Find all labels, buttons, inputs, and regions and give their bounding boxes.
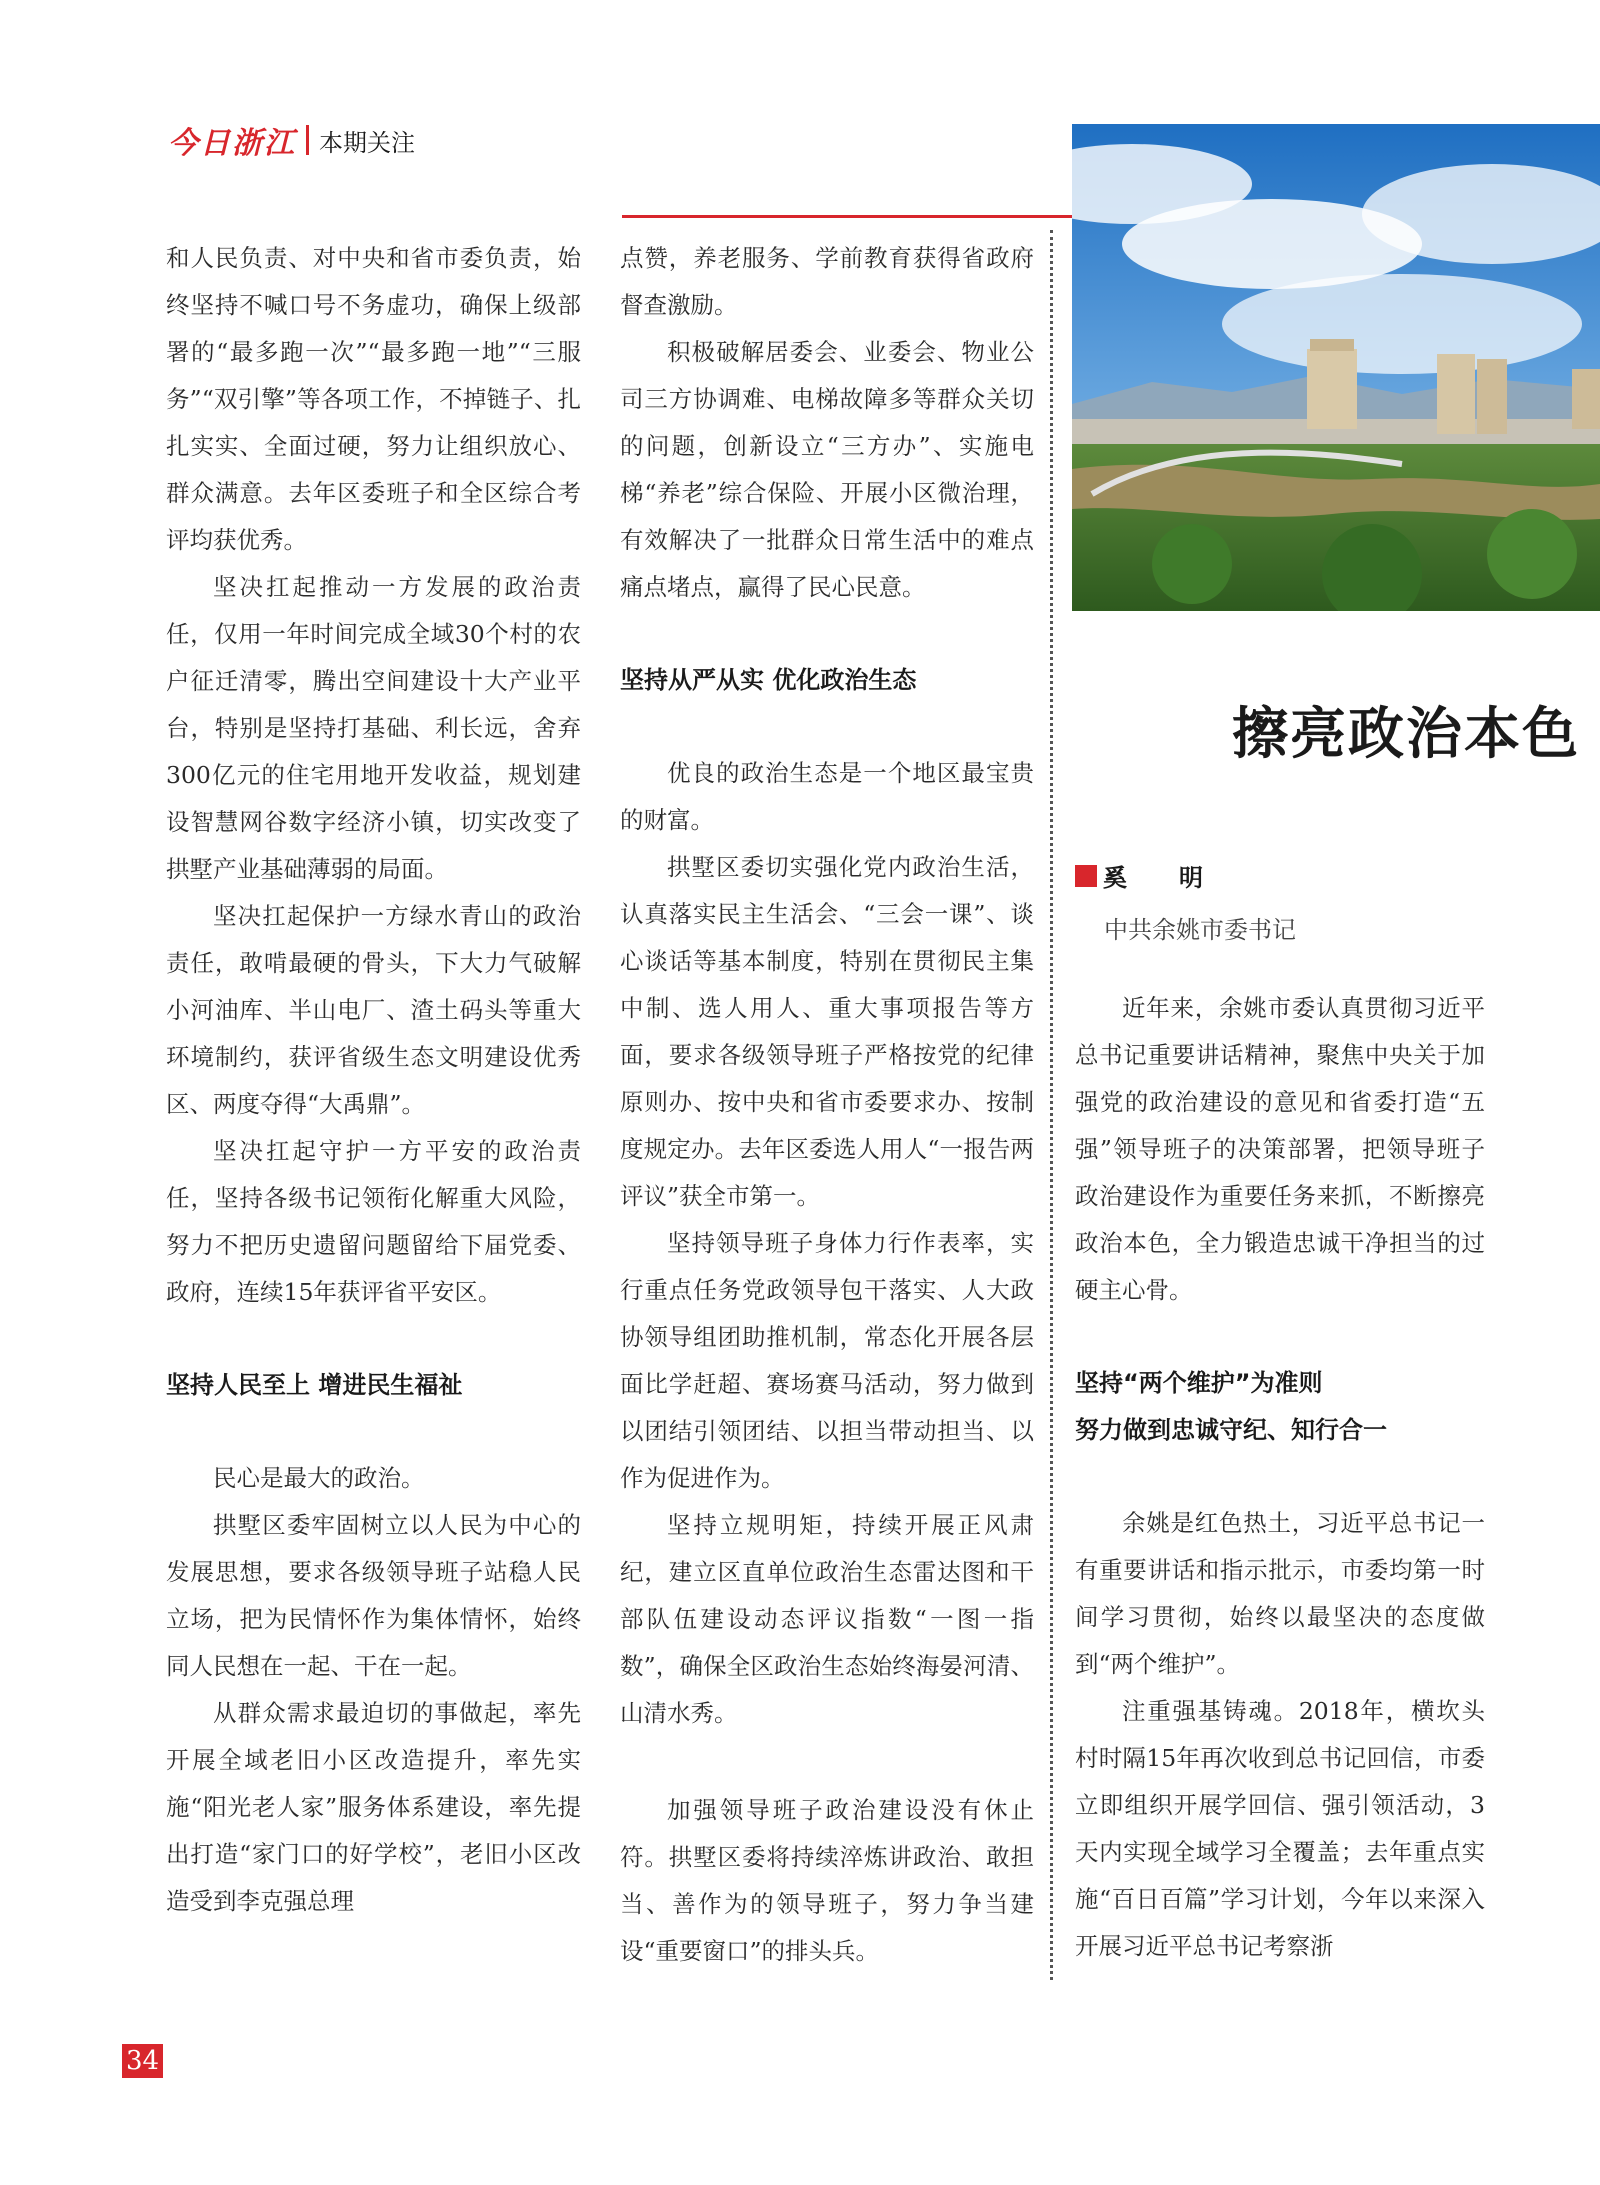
city-photo	[1072, 124, 1600, 611]
paragraph: 坚决扛起保护一方绿水青山的政治责任，敢啃最硬的骨头，下大力气破解小河油库、半山电厂、渣土码头等重大环境制约，获评省级生态文明建设优秀区、两度夺得“大禹鼎”。	[166, 902, 581, 1118]
red-rule	[622, 215, 1072, 218]
section-heading-line-1: 坚持“两个维护”为准则	[1075, 1369, 1323, 1397]
paragraph: 坚决扛起推动一方发展的政治责任，仅用一年时间完成全域30个村的农户征迁清零，腾出空间建设十大产业平台，特别是坚持打基础、利长远，舍弃300亿元的住宅用地开发收益，规划建设智慧网谷数字经济小镇，切实改变了拱墅产业基础薄弱的局面。	[166, 573, 581, 883]
text-column-3	[1075, 985, 1485, 1970]
paragraph: 优良的政治生态是一个地区最宝贵的财富。	[620, 759, 1034, 834]
text-column-1	[166, 235, 581, 1925]
paragraph: 和人民负责、对中央和省市委负责，始终坚持不喊口号不务虚功，确保上级部署的“最多跑一次”“最多跑一地”“三服务”“双引擎”等各项工作，不掉链子、扎扎实实、全面过硬，努力让组织放心、群众满意。去年区委班子和全区综合考评均获优秀。	[166, 244, 581, 554]
paragraph: 近年来，余姚市委认真贯彻习近平总书记重要讲话精神，聚焦中央关于加强党的政治建设的意见和省委打造“五强”领导班子的决策部署，把领导班子政治建设作为重要任务来抓，不断擦亮政治本色，全力锻造忠诚干净担当的过硬主心骨。	[1075, 994, 1485, 1304]
paragraph: 余姚是红色热土，习近平总书记一有重要讲话和指示批示，市委均第一时间学习贯彻，始终以最坚决的态度做到“两个维护”。	[1075, 1509, 1485, 1678]
author-line	[1075, 858, 1217, 893]
column-divider	[1050, 230, 1053, 1980]
paragraph: 加强领导班子政治建设没有休止符。拱墅区委将持续淬炼讲政治、敢担当、善作为的领导班子，努力争当建设“重要窗口”的排头兵。	[620, 1796, 1034, 1965]
paragraph: 坚持立规明矩，持续开展正风肃纪，建立区直单位政治生态雷达图和干部队伍建设动态评议指数“一图一指数”，确保全区政治生态始终海晏河清、山清水秀。	[620, 1511, 1034, 1727]
paragraph: 坚决扛起守护一方平安的政治责任，坚持各级书记领衔化解重大风险，努力不把历史遗留问题留给下届党委、政府，连续15年获评省平安区。	[166, 1137, 581, 1306]
paragraph: 点赞，养老服务、学前教育获得省政府督查激励。	[620, 244, 1034, 319]
paragraph: 拱墅区委牢固树立以人民为中心的发展思想，要求各级领导班子站稳人民立场，把为民情怀作为集体情怀，始终同人民想在一起、干在一起。	[166, 1511, 581, 1680]
paragraph: 从群众需求最迫切的事做起，率先开展全域老旧小区改造提升，率先实施“阳光老人家”服务体系建设，率先提出打造“家门口的好学校”，老旧小区改造受到李克强总理	[166, 1699, 581, 1915]
header-divider	[306, 125, 309, 155]
section-heading-line-2: 努力做到忠诚守纪、知行合一	[1075, 1416, 1387, 1444]
text-column-2	[620, 235, 1034, 1975]
section-label: 本期关注	[319, 128, 415, 157]
magazine-header	[168, 120, 415, 160]
paragraph: 积极破解居委会、业委会、物业公司三方协调难、电梯故障多等群众关切的问题，创新设立“三方办”、实施电梯“养老”综合保险、开展小区微治理，有效解决了一批群众日常生活中的难点痛点堵点，赢得了民心民意。	[620, 338, 1034, 601]
page-number: 34	[122, 2044, 163, 2078]
author-position: 中共余姚市委书记	[1104, 916, 1296, 944]
section-heading	[1075, 1360, 1485, 1454]
magazine-logo: 今日浙江	[168, 126, 296, 161]
paragraph: 注重强基铸魂。2018年，横坎头村时隔15年再次收到总书记回信，市委立即组织开展学回信、强引领活动，3天内实现全域学习全覆盖；去年重点实施“百日百篇”学习计划，今年以来深入开展习近平总书记考察浙	[1075, 1697, 1485, 1960]
red-square-icon	[1075, 865, 1097, 887]
paragraph: 民心是最大的政治。	[213, 1464, 425, 1492]
author-name: 奚 明	[1103, 864, 1217, 892]
section-heading: 坚持从严从实 优化政治生态	[620, 666, 917, 694]
article-title: 擦亮政治本色	[1232, 701, 1580, 767]
section-heading: 坚持人民至上 增进民生福祉	[166, 1371, 463, 1399]
paragraph: 坚持领导班子身体力行作表率，实行重点任务党政领导包干落实、人大政协领导组团助推机制，常态化开展各层面比学赶超、赛场赛马活动，努力做到以团结引领团结、以担当带动担当、以作为促进作为。	[620, 1229, 1034, 1492]
paragraph: 拱墅区委切实强化党内政治生活，认真落实民主生活会、“三会一课”、谈心谈话等基本制度，特别在贯彻民主集中制、选人用人、重大事项报告等方面，要求各级领导班子严格按党的纪律原则办、按中央和省市委要求办、按制度规定办。去年区委选人用人“一报告两评议”获全市第一。	[620, 853, 1034, 1210]
